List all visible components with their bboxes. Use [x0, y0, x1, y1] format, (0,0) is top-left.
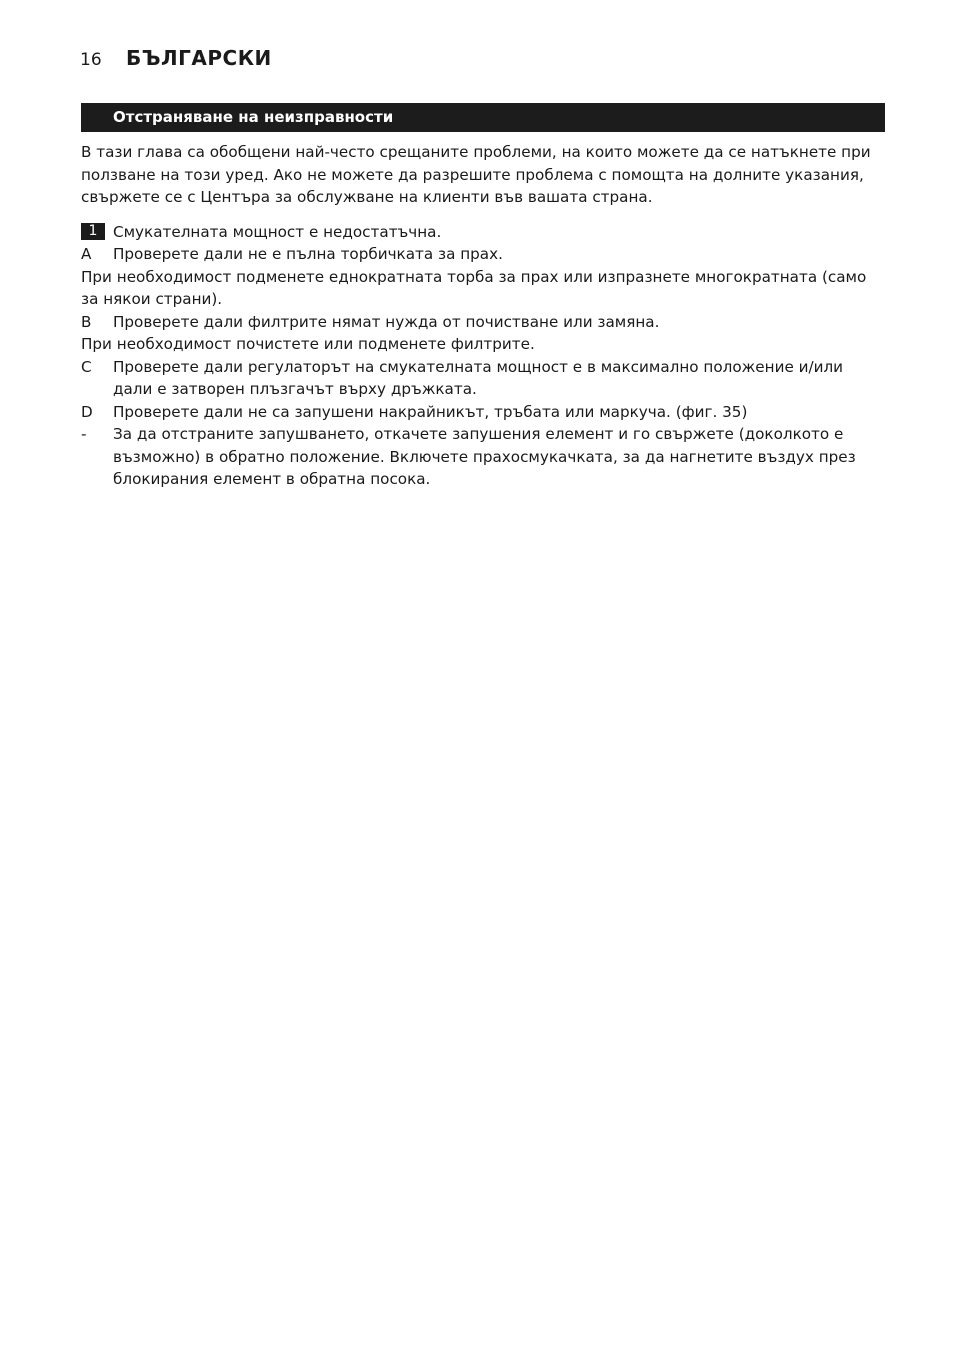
main-content — [81, 141, 885, 491]
intro-paragraph: В тази глава са обобщени най-често срещаните проблеми, на които можете да се натъкнете при ползване на този уред. Ако не можете да разрешите проблема с помощта на долните указания, свържете се с Центъра за обслужване на клиенти във вашата страна. — [81, 143, 871, 206]
solution-item-d — [81, 401, 885, 424]
solution-note-a: При необходимост подменете еднократната торба за прах или изпразнете многократната (само за някои страни). — [81, 267, 867, 308]
section-heading-bar — [81, 103, 885, 132]
solution-item-c — [81, 356, 885, 401]
page-number: 16 — [80, 50, 102, 70]
problem-title: Смукателната мощност е недостатъчна. — [113, 222, 442, 241]
page-language-title: БЪЛГАРСКИ — [126, 46, 272, 70]
problem-number-badge: 1 — [81, 223, 105, 240]
item-marker: A — [81, 245, 92, 263]
item-marker: C — [81, 357, 92, 376]
solution-note-b: При необходимост почистете или подменете филтрите. — [81, 335, 535, 353]
item-marker: B — [81, 312, 92, 331]
problem-heading — [81, 221, 885, 244]
item-text: Проверете дали не са запушени накрайникът, тръбата или маркуча. (фиг. 35) — [113, 402, 748, 421]
section-title: Отстраняване на неизправности — [113, 108, 394, 126]
dash-marker: - — [81, 425, 87, 443]
item-text: За да отстраните запушването, откачете запушения елемент и го свържете (доколкото е възможно) в обратно положение. Включете прахосмукачката, за да нагнетите въздух през блокирания елемент в обратна посока. — [113, 425, 856, 488]
solution-dash-item — [81, 423, 885, 491]
item-text: Проверете дали регулаторът на смукателната мощност е в максимално положение и/или дали е затворен плъзгачът върху дръжката. — [113, 357, 844, 398]
item-text: Проверете дали филтрите нямат нужда от почистване или замяна. — [113, 312, 660, 331]
solution-item-b — [81, 311, 885, 334]
solution-item-a — [81, 243, 885, 266]
page-header — [80, 46, 272, 70]
item-text: Проверете дали не е пълна торбичката за прах. — [113, 245, 503, 263]
item-marker: D — [81, 402, 93, 421]
